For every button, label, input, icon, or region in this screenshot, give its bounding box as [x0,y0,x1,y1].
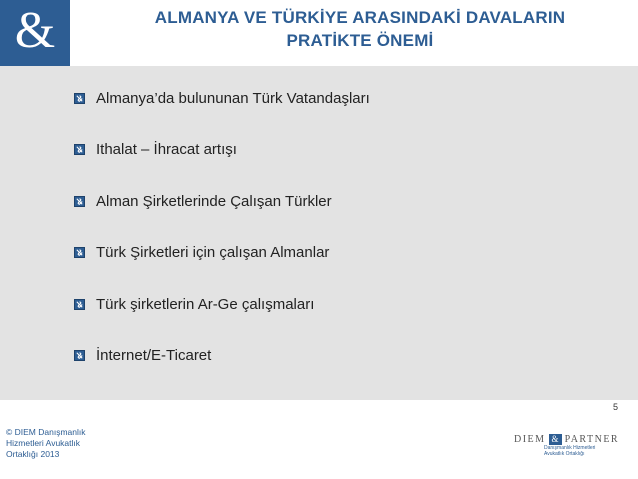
page-number: 5 [612,402,618,412]
bullet-item [74,345,370,367]
footer-logo [514,434,624,470]
footer-logo-wordmark [514,434,624,445]
bullet-text: İnternet/E-Ticaret [96,347,212,364]
footer-logo-tagline [544,445,624,457]
ampersand-bullet-icon [74,93,85,104]
ampersand-logo-icon: & [14,2,56,59]
footer-logo-right: PARTNER [564,434,620,445]
footer-logo-amp-icon: & [549,434,562,445]
slide-title-line-1: ALMANYA VE TÜRKİYE ARASINDAKİ DAVALARIN [154,8,566,27]
ampersand-bullet-icon [74,299,85,310]
footer-logo-sub-1: Danışmanlık Hizmetleri [544,445,596,451]
bullet-item [74,293,370,315]
copyright-line-1: © DIEM Danışmanlık [6,427,86,437]
bullet-item [74,87,370,109]
content-panel [0,66,638,400]
bullet-text: Türk Şirketleri için çalışan Almanlar [96,244,330,261]
bullet-item [74,139,370,161]
bullet-item [74,242,370,264]
copyright-notice [6,427,85,460]
bullet-text: Almanya’da bulununan Türk Vatandaşları [96,89,370,107]
footer-logo-left: DIEM [514,434,546,445]
ampersand-bullet-icon [74,350,85,361]
footer-logo-sub-2: Avukatlık Ortaklığı [544,451,585,457]
brand-logo [0,0,70,66]
slide-title-line-2: PRATİKTE ÖNEMİ [286,31,434,50]
bullet-list [74,87,370,396]
bullet-text: Türk şirketlerin Ar-Ge çalışmaları [96,295,315,313]
ampersand-bullet-icon [74,196,85,207]
slide-title [100,6,620,52]
bullet-text: Ithalat – İhracat artışı [96,141,237,158]
bullet-text: Alman Şirketlerinde Çalışan Türkler [96,192,332,210]
ampersand-bullet-icon [74,144,85,155]
copyright-line-2: Hizmetleri Avukatlık [6,438,81,448]
ampersand-bullet-icon [74,247,85,258]
bullet-item [74,190,370,212]
copyright-line-3: Ortaklığı 2013 [6,449,60,459]
